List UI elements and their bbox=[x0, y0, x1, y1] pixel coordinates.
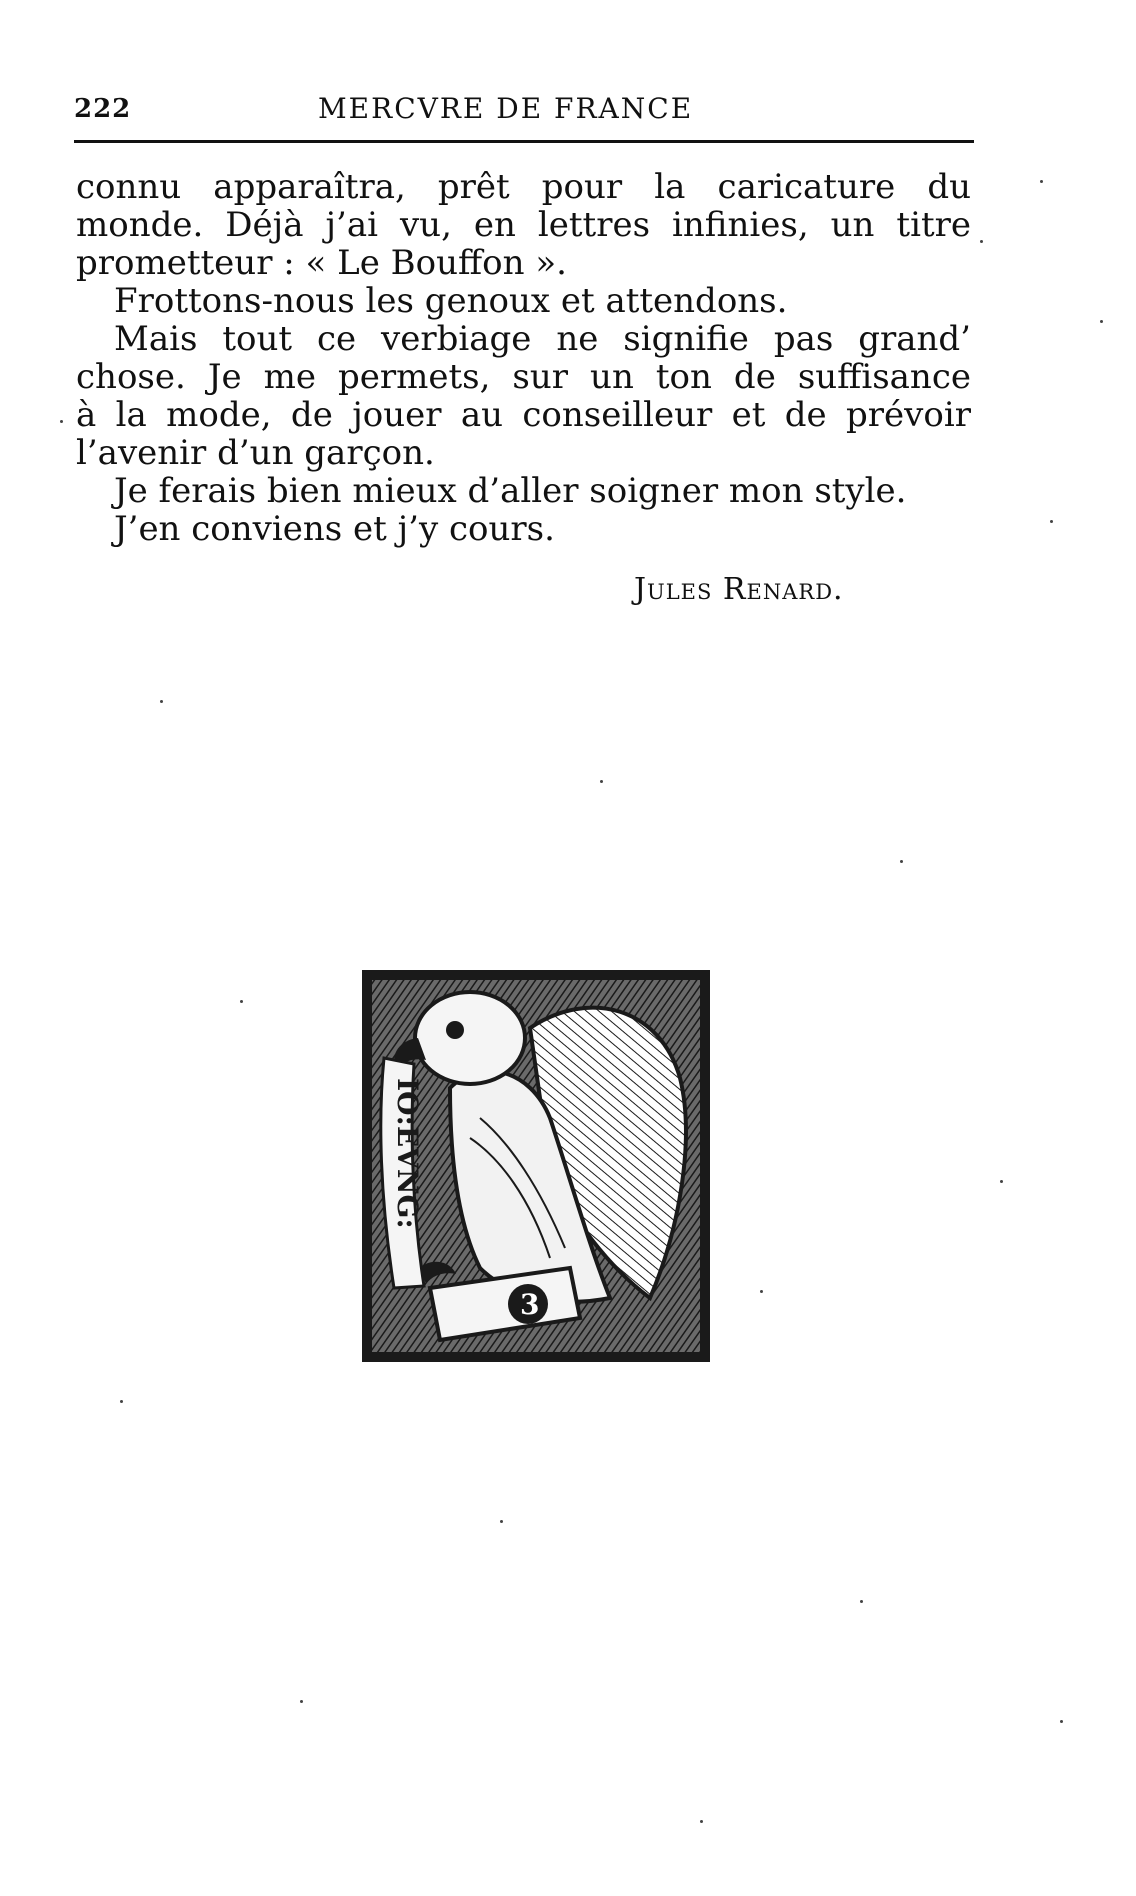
print-speck bbox=[1040, 180, 1043, 183]
print-speck bbox=[980, 240, 983, 243]
eagle-eye bbox=[446, 1021, 464, 1039]
print-speck bbox=[860, 1600, 863, 1603]
print-speck bbox=[300, 1700, 303, 1703]
print-speck bbox=[160, 700, 163, 703]
author-signature: Jules Renard. bbox=[634, 572, 844, 607]
print-speck bbox=[60, 420, 63, 423]
banner-text: IO:EVNG: bbox=[391, 1078, 424, 1229]
vignette-drawing bbox=[360, 968, 712, 1364]
text-line: Je ferais bien mieux d’aller soigner mon style. bbox=[114, 471, 907, 511]
text-line: Mais tout ce verbiage ne signifie pas grand’ bbox=[114, 319, 971, 359]
print-speck bbox=[120, 1400, 123, 1403]
print-speck bbox=[500, 1520, 503, 1523]
print-speck bbox=[900, 860, 903, 863]
text-line: l’avenir d’un garçon. bbox=[76, 433, 435, 473]
page-header bbox=[74, 92, 974, 132]
body-text bbox=[76, 168, 971, 548]
text-line: prometteur : « Le Bouffon ». bbox=[76, 243, 567, 283]
text-line: connu apparaîtra, prêt pour la caricature du bbox=[76, 167, 971, 207]
print-speck bbox=[600, 780, 603, 783]
print-speck bbox=[240, 1000, 243, 1003]
print-speck bbox=[1050, 520, 1053, 523]
running-title: MERCVRE DE FRANCE bbox=[318, 92, 694, 125]
print-speck bbox=[760, 1290, 763, 1293]
text-line: à la mode, de jouer au conseilleur et de prévoir bbox=[76, 395, 971, 435]
print-speck bbox=[1100, 320, 1103, 323]
print-speck bbox=[700, 1820, 703, 1823]
text-line: monde. Déjà j’ai vu, en lettres infinies, un titre bbox=[76, 205, 971, 245]
print-speck bbox=[1000, 1180, 1003, 1183]
eagle-of-saint-john-icon bbox=[360, 968, 712, 1364]
header-rule bbox=[74, 140, 974, 143]
eagle-head bbox=[415, 992, 525, 1084]
text-line: Frottons-nous les genoux et attendons. bbox=[114, 281, 788, 321]
page-number: 222 bbox=[74, 94, 132, 124]
book-mark: 3 bbox=[520, 1288, 540, 1321]
text-line: J’en conviens et j’y cours. bbox=[114, 509, 555, 549]
text-line: chose. Je me permets, sur un ton de suffisance bbox=[76, 357, 971, 397]
print-speck bbox=[1060, 1720, 1063, 1723]
